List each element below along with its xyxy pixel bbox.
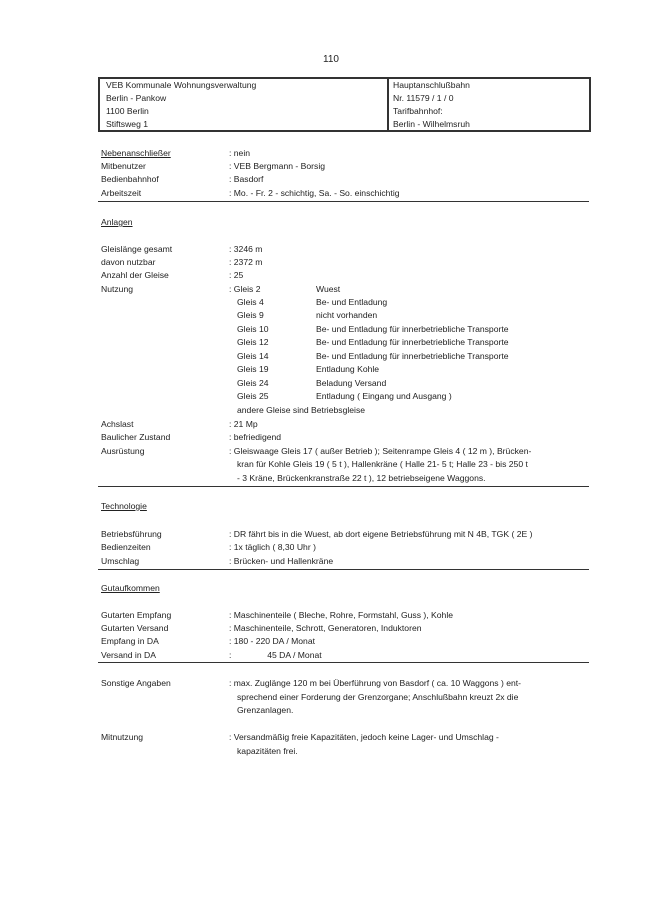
gleis-use: Wuest xyxy=(316,284,341,294)
gleis-name: : Gleis 2 xyxy=(229,284,261,294)
value-sonstige-line: sprechend einer Forderung der Grenzorgane; Anschlußbahn kreuzt 2x die xyxy=(237,692,519,702)
gleis-name: Gleis 9 xyxy=(237,310,264,320)
section-rule xyxy=(98,201,589,202)
value-gutarten-versand: : Maschinenteile, Schrott, Generatoren, Induktoren xyxy=(229,623,422,633)
header-box xyxy=(98,77,591,132)
label-mitnutzung: Mitnutzung xyxy=(101,732,144,742)
section-rule xyxy=(98,569,589,570)
value-mitbenutzer: : VEB Bergmann - Borsig xyxy=(229,161,326,171)
label-umschlag: Umschlag xyxy=(101,556,140,566)
label-bedienbahnhof: Bedienbahnhof xyxy=(101,174,159,184)
owner-district: Berlin - Pankow xyxy=(106,93,167,103)
gleis-use: Be- und Entladung für innerbetriebliche Transporte xyxy=(316,337,509,347)
value-sonstige-line: : max. Zuglänge 120 m bei Überführung von Basdorf ( ca. 10 Waggons ) ent- xyxy=(229,678,522,688)
gleis-use: Be- und Entladung für innerbetriebliche Transporte xyxy=(316,324,509,334)
value-bedienzeiten: : 1x täglich ( 8,30 Uhr ) xyxy=(229,542,316,552)
label-gutarten-versand: Gutarten Versand xyxy=(101,623,169,633)
value-sonstige-line: Grenzanlagen. xyxy=(237,705,294,715)
label-achslast: Achslast xyxy=(101,419,134,429)
label-betriebsfuehrung: Betriebsführung xyxy=(101,529,162,539)
value-arbeitszeit: : Mo. - Fr. 2 - schichtig, Sa. - So. einschichtig xyxy=(229,188,400,198)
siding-number: Nr. 11579 / 1 / 0 xyxy=(393,93,454,103)
value-bedienbahnhof: : Basdorf xyxy=(229,174,264,184)
gleis-use: Be- und Entladung für innerbetriebliche Transporte xyxy=(316,351,509,361)
gleis-name: Gleis 24 xyxy=(237,378,269,388)
value-versand-da: : 45 DA / Monat xyxy=(229,650,322,660)
label-anzahl-gleise: Anzahl der Gleise xyxy=(101,270,169,280)
label-nebenanschliesser: Nebenanschließer xyxy=(101,148,171,158)
value-ausruestung-line: - 3 Kräne, Brückenkranstraße 22 t ), 12 betriebseigene Waggons. xyxy=(237,473,486,483)
value-zustand: : befriedigend xyxy=(229,432,282,442)
value-achslast: : 21 Mp xyxy=(229,419,258,429)
heading-anlagen: Anlagen xyxy=(101,217,133,227)
gleis-name: Gleis 25 xyxy=(237,391,269,401)
value-mitnutzung-line: : Versandmäßig freie Kapazitäten, jedoch keine Lager- und Umschlag - xyxy=(229,732,499,742)
value-nebenanschliesser: : nein xyxy=(229,148,251,158)
gleis-use: Beladung Versand xyxy=(316,378,387,388)
nutzung-note: andere Gleise sind Betriebsgleise xyxy=(237,405,366,415)
label-nutzbar: davon nutzbar xyxy=(101,257,156,267)
value-umschlag: : Brücken- und Hallenkräne xyxy=(229,556,334,566)
label-empfang-da: Empfang in DA xyxy=(101,636,159,646)
value-empfang-da: : 180 - 220 DA / Monat xyxy=(229,636,315,646)
value-ausruestung-line: : Gleiswaage Gleis 17 ( außer Betrieb ); Seitenrampe Gleis 4 ( 12 m ), Brücken- xyxy=(229,446,532,456)
label-gleislaenge: Gleislänge gesamt xyxy=(101,244,173,254)
label-zustand: Baulicher Zustand xyxy=(101,432,171,442)
label-mitbenutzer: Mitbenutzer xyxy=(101,161,146,171)
value-nutzbar: : 2372 m xyxy=(229,257,263,267)
heading-gutaufkommen: Gutaufkommen xyxy=(101,583,160,593)
gleis-use: nicht vorhanden xyxy=(316,310,378,320)
owner-postcode: 1100 Berlin xyxy=(106,106,149,116)
heading-technologie: Technologie xyxy=(101,501,147,511)
owner-name: VEB Kommunale Wohnungsverwaltung xyxy=(106,80,257,90)
tariff-station-label: Tarifbahnhof: xyxy=(393,106,443,116)
value-gutarten-empfang: : Maschinenteile ( Bleche, Rohre, Formstahl, Guss ), Kohle xyxy=(229,610,454,620)
value-mitnutzung-line: kapazitäten frei. xyxy=(237,746,298,756)
section-rule xyxy=(98,662,589,663)
label-gutarten-empfang: Gutarten Empfang xyxy=(101,610,172,620)
section-rule xyxy=(98,486,589,487)
gleis-name: Gleis 4 xyxy=(237,297,264,307)
page-number: 110 xyxy=(323,54,339,65)
label-bedienzeiten: Bedienzeiten xyxy=(101,542,151,552)
gleis-name: Gleis 10 xyxy=(237,324,269,334)
gleis-use: Entladung ( Eingang und Ausgang ) xyxy=(316,391,452,401)
gleis-name: Gleis 12 xyxy=(237,337,269,347)
label-ausruestung: Ausrüstung xyxy=(101,446,145,456)
label-nutzung: Nutzung xyxy=(101,284,134,294)
tariff-station: Berlin - Wilhelmsruh xyxy=(393,119,470,129)
label-versand-da: Versand in DA xyxy=(101,650,156,660)
value-anzahl-gleise: : 25 xyxy=(229,270,244,280)
value-gleislaenge: : 3246 m xyxy=(229,244,263,254)
siding-type: Hauptanschlußbahn xyxy=(393,80,470,90)
gleis-use: Be- und Entladung xyxy=(316,297,388,307)
gleis-use: Entladung Kohle xyxy=(316,364,380,374)
label-arbeitszeit: Arbeitszeit xyxy=(101,188,142,198)
gleis-name: Gleis 19 xyxy=(237,364,269,374)
owner-street: Stiftsweg 1 xyxy=(106,119,149,129)
header-divider xyxy=(387,79,389,130)
value-betriebsfuehrung: : DR fährt bis in die Wuest, ab dort eigene Betriebsführung mit N 4B, TGK ( 2E ) xyxy=(229,529,533,539)
label-sonstige: Sonstige Angaben xyxy=(101,678,171,688)
gleis-name: Gleis 14 xyxy=(237,351,269,361)
value-ausruestung-line: kran für Kohle Gleis 19 ( 5 t ), Hallenkräne ( Halle 21- 5 t; Halle 23 - bis 250 t xyxy=(237,459,528,469)
